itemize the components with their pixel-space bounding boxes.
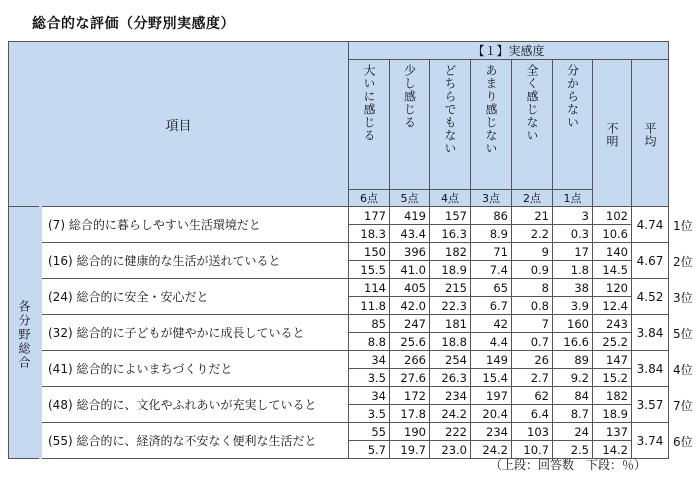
column-label: 大いに感じる	[362, 64, 376, 142]
rank-label: 1位	[673, 218, 693, 233]
count-cell: 85	[349, 315, 390, 333]
rank-label: 3位	[673, 290, 693, 305]
points-label: 1点	[553, 190, 593, 207]
table-row	[9, 351, 669, 369]
row-label: (41) 総合的によいまちづくりだと	[41, 351, 349, 387]
table-row	[9, 423, 669, 441]
count-cell: 254	[430, 351, 471, 369]
percent-cell: 24.2	[430, 405, 471, 423]
count-cell: 84	[553, 387, 593, 405]
category-label: 各分野総合	[17, 299, 31, 370]
rank-label: 2位	[673, 254, 693, 269]
points-label: 6点	[349, 190, 390, 207]
count-cell: 177	[349, 207, 390, 225]
percent-cell: 0.7	[512, 333, 553, 351]
percent-cell: 6.7	[471, 297, 512, 315]
count-cell: 182	[430, 243, 471, 261]
count-cell: 71	[471, 243, 512, 261]
percent-cell: 8.7	[553, 405, 593, 423]
percent-cell: 18.8	[430, 333, 471, 351]
percent-cell: 2.2	[512, 225, 553, 243]
survey-table	[8, 41, 669, 459]
percent-cell: 3.9	[553, 297, 593, 315]
column-header-neutral	[430, 60, 471, 190]
percent-cell: 18.9	[430, 261, 471, 279]
points-label: 2点	[512, 190, 553, 207]
column-header-not-at-all	[512, 60, 553, 190]
percent-cell: 20.4	[471, 405, 512, 423]
count-cell: 234	[430, 387, 471, 405]
count-cell: 9	[512, 243, 553, 261]
percent-cell: 5.7	[349, 441, 390, 459]
percent-cell: 7.4	[471, 261, 512, 279]
percent-cell: 4.4	[471, 333, 512, 351]
percent-cell: 10.7	[512, 441, 553, 459]
percent-cell: 41.0	[390, 261, 430, 279]
count-cell: 137	[593, 423, 632, 441]
percent-cell: 0.3	[553, 225, 593, 243]
count-cell: 396	[390, 243, 430, 261]
percent-cell: 3.5	[349, 405, 390, 423]
percent-cell: 19.7	[390, 441, 430, 459]
row-label: (16) 総合的に健康的な生活が送れていると	[41, 243, 349, 279]
percent-cell: 25.2	[593, 333, 632, 351]
count-cell: 234	[471, 423, 512, 441]
unsure-label: 不明	[605, 122, 619, 148]
table-note: （上段：回答数 下段：％）	[490, 458, 647, 472]
unsure-header	[593, 60, 632, 207]
row-label: (7) 総合的に暮らしやすい生活環境だと	[41, 207, 349, 243]
average-cell: 4.52	[632, 279, 669, 315]
percent-cell: 2.7	[512, 369, 553, 387]
rank-label: 6位	[673, 434, 693, 449]
count-cell: 21	[512, 207, 553, 225]
percent-cell: 26.3	[430, 369, 471, 387]
rank-label: 5位	[673, 326, 693, 341]
percent-cell: 8.8	[349, 333, 390, 351]
count-cell: 157	[430, 207, 471, 225]
table-row	[9, 315, 669, 333]
average-cell: 3.74	[632, 423, 669, 459]
percent-cell: 15.5	[349, 261, 390, 279]
count-cell: 150	[349, 243, 390, 261]
percent-cell: 11.8	[349, 297, 390, 315]
percent-cell: 12.4	[593, 297, 632, 315]
count-cell: 172	[390, 387, 430, 405]
column-label: 全く感じない	[525, 64, 539, 142]
percent-cell: 18.3	[349, 225, 390, 243]
count-cell: 114	[349, 279, 390, 297]
count-cell: 8	[512, 279, 553, 297]
average-cell: 4.67	[632, 243, 669, 279]
satisfaction-group-header: 【１】実感度	[349, 42, 669, 60]
average-header	[632, 60, 669, 207]
percent-cell: 0.9	[512, 261, 553, 279]
count-cell: 266	[390, 351, 430, 369]
count-cell: 149	[471, 351, 512, 369]
percent-cell: 14.5	[593, 261, 632, 279]
count-cell: 103	[512, 423, 553, 441]
table-row	[9, 207, 669, 225]
points-label: 4点	[430, 190, 471, 207]
count-cell: 7	[512, 315, 553, 333]
percent-cell: 6.4	[512, 405, 553, 423]
percent-cell: 18.9	[593, 405, 632, 423]
count-cell: 215	[430, 279, 471, 297]
count-cell: 120	[593, 279, 632, 297]
row-label: (24) 総合的に安全・安心だと	[41, 279, 349, 315]
table-row	[9, 243, 669, 261]
count-cell: 222	[430, 423, 471, 441]
percent-cell: 25.6	[390, 333, 430, 351]
count-cell: 419	[390, 207, 430, 225]
count-cell: 147	[593, 351, 632, 369]
count-cell: 243	[593, 315, 632, 333]
count-cell: 160	[553, 315, 593, 333]
percent-cell: 42.0	[390, 297, 430, 315]
percent-cell: 9.2	[553, 369, 593, 387]
column-header-unknown	[553, 60, 593, 190]
table-row	[9, 279, 669, 297]
average-cell: 4.74	[632, 207, 669, 243]
count-cell: 17	[553, 243, 593, 261]
count-cell: 65	[471, 279, 512, 297]
column-header-not-much	[471, 60, 512, 190]
count-cell: 197	[471, 387, 512, 405]
column-label: どちらでもない	[443, 64, 457, 155]
percent-cell: 0.8	[512, 297, 553, 315]
percent-cell: 16.3	[430, 225, 471, 243]
count-cell: 3	[553, 207, 593, 225]
count-cell: 247	[390, 315, 430, 333]
table-body	[9, 207, 669, 459]
count-cell: 24	[553, 423, 593, 441]
percent-cell: 43.4	[390, 225, 430, 243]
count-cell: 182	[593, 387, 632, 405]
average-cell: 3.84	[632, 315, 669, 351]
percent-cell: 23.0	[430, 441, 471, 459]
percent-cell: 15.2	[593, 369, 632, 387]
row-label: (55) 総合的に、経済的な不安なく便利な生活だと	[41, 423, 349, 459]
category-cell	[9, 207, 41, 459]
row-label: (32) 総合的に子どもが健やかに成長していると	[41, 315, 349, 351]
count-cell: 140	[593, 243, 632, 261]
percent-cell: 17.8	[390, 405, 430, 423]
points-label: 3点	[471, 190, 512, 207]
count-cell: 34	[349, 351, 390, 369]
percent-cell: 15.4	[471, 369, 512, 387]
percent-cell: 10.6	[593, 225, 632, 243]
page-title: 総合的な評価（分野別実感度）	[32, 16, 235, 32]
count-cell: 86	[471, 207, 512, 225]
points-label: 5点	[390, 190, 430, 207]
count-cell: 405	[390, 279, 430, 297]
table-row	[9, 387, 669, 405]
percent-cell: 1.8	[553, 261, 593, 279]
column-label: 少し感じる	[402, 64, 417, 129]
count-cell: 89	[553, 351, 593, 369]
column-header-somewhat	[390, 60, 430, 190]
percent-cell: 22.3	[430, 297, 471, 315]
rank-label: 7位	[673, 398, 693, 413]
count-cell: 26	[512, 351, 553, 369]
percent-cell: 3.5	[349, 369, 390, 387]
percent-cell: 2.5	[553, 441, 593, 459]
average-cell: 3.84	[632, 351, 669, 387]
average-cell: 3.57	[632, 387, 669, 423]
percent-cell: 8.9	[471, 225, 512, 243]
percent-cell: 24.2	[471, 441, 512, 459]
count-cell: 38	[553, 279, 593, 297]
percent-cell: 16.6	[553, 333, 593, 351]
count-cell: 190	[390, 423, 430, 441]
count-cell: 55	[349, 423, 390, 441]
rank-label: 4位	[673, 362, 693, 377]
count-cell: 102	[593, 207, 632, 225]
percent-cell: 27.6	[390, 369, 430, 387]
count-cell: 62	[512, 387, 553, 405]
average-label: 平均	[643, 122, 657, 148]
item-header: 項目	[9, 42, 349, 207]
count-cell: 34	[349, 387, 390, 405]
column-label: あまり感じない	[484, 64, 498, 155]
row-label: (48) 総合的に、文化やふれあいが充実していると	[41, 387, 349, 423]
percent-cell: 14.2	[593, 441, 632, 459]
count-cell: 181	[430, 315, 471, 333]
column-header-very	[349, 60, 390, 190]
column-label: 分からない	[565, 64, 580, 129]
count-cell: 42	[471, 315, 512, 333]
